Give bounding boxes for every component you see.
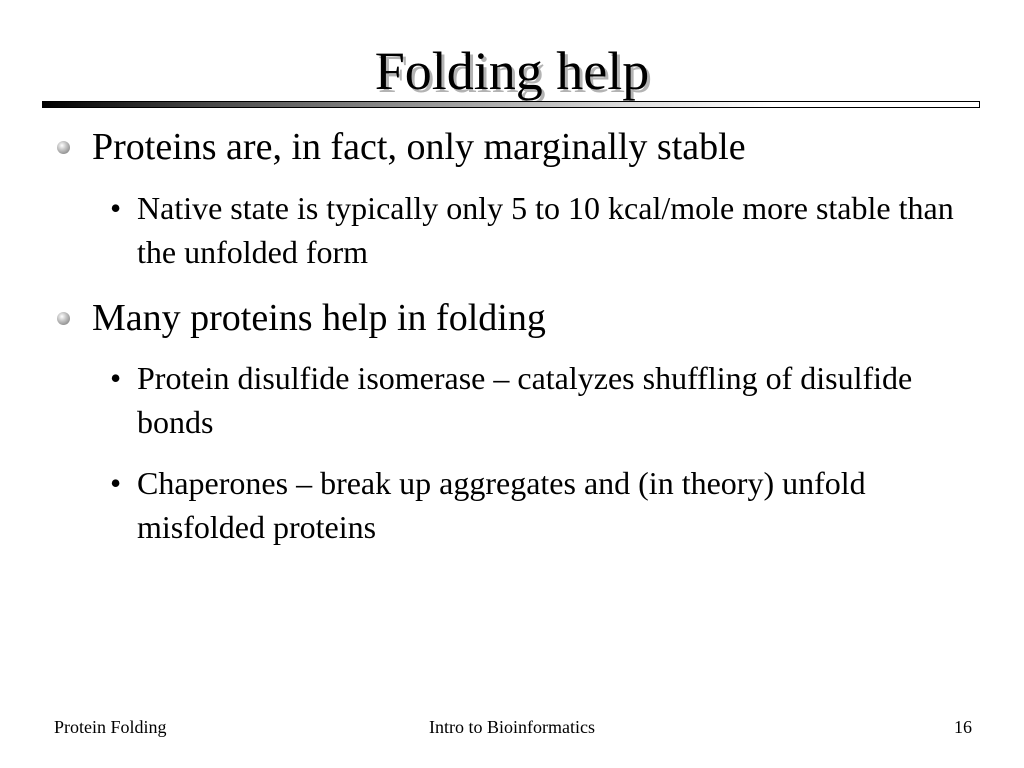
footer-center: Intro to Bioinformatics [429,717,595,737]
footer-page-number: 16 [954,717,972,737]
bullet-1-text: Proteins are, in fact, only marginally stable [92,126,746,168]
sub-bullet-dot: • [110,465,122,501]
bullet-2-text: Many proteins help in folding [92,297,546,339]
sub-bullet-dot: • [110,190,122,226]
bullet-dot-icon [57,141,70,154]
footer-left: Protein Folding [54,717,167,737]
bullet-1-sub-1-text: Native state is typically only 5 to 10 kcal/mole more stable than the unfolded form [137,190,954,270]
bullet-2-sub-1-text: Protein disulfide isomerase – catalyzes shuffling of disulfide bonds [137,360,913,440]
bullet-dot-icon [57,312,70,325]
bullet-2-sub-2-text: Chaperones – break up aggregates and (in theory) unfold misfolded proteins [137,465,866,545]
sub-bullet-dot: • [110,360,122,396]
slide-title: Folding help [374,41,650,101]
